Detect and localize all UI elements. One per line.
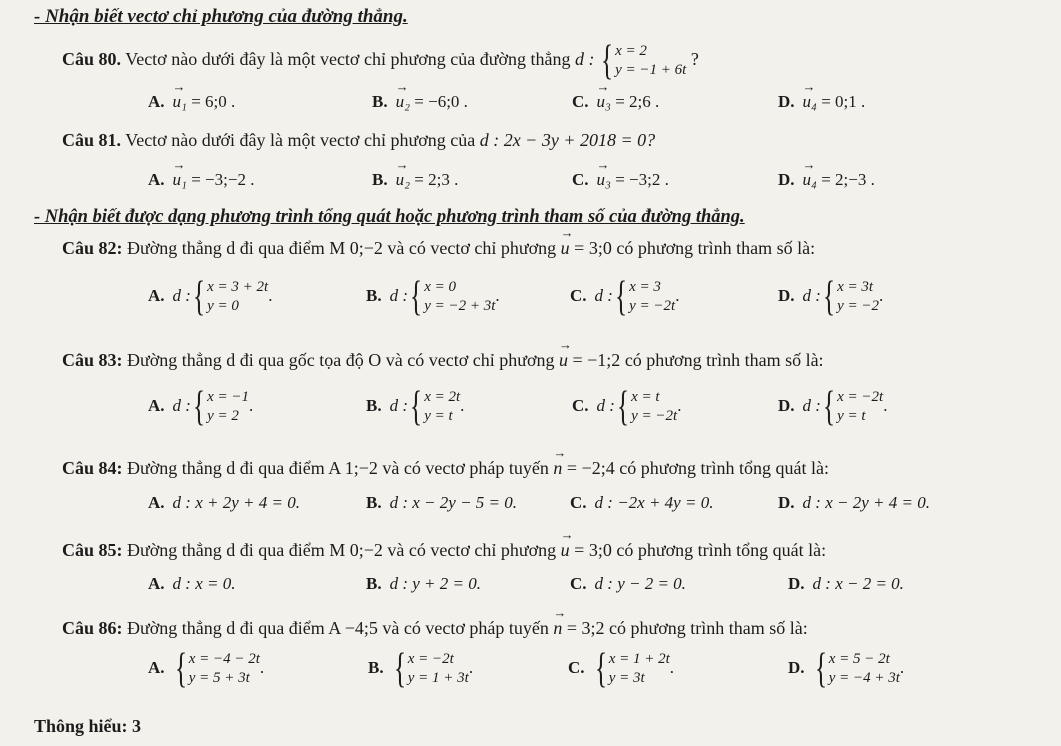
eq-line-1: x = t <box>631 389 660 405</box>
question-tail: có phương trình tham số là: <box>609 618 808 638</box>
eq-line-2: y = −2t <box>629 298 676 314</box>
option-letter: D. <box>778 170 795 189</box>
option-letter: C. <box>572 92 589 111</box>
eq-line-2: y = −2 <box>837 298 880 314</box>
eq-line-2: y = 1 + 3t <box>407 670 469 686</box>
question-82 <box>62 238 815 259</box>
vector-symbol: → n <box>553 458 562 479</box>
question-83 <box>62 350 824 371</box>
question-text: Vectơ nào dưới đây là một vectơ chỉ phương của <box>125 130 476 150</box>
question-label: Câu 80. <box>62 49 122 70</box>
option-80-b[interactable] <box>372 92 468 112</box>
option-letter: D. <box>778 285 795 305</box>
question-tail: có phương trình tổng quát là: <box>616 540 827 560</box>
vector-symbol: → u₂ <box>396 92 410 112</box>
option-end: . <box>460 395 465 415</box>
question-tail: có phương trình tham số là: <box>624 350 824 370</box>
option-letter: C. <box>572 395 589 415</box>
line-name: d : <box>389 395 409 415</box>
option-value: d : x − 2 = 0. <box>812 574 904 593</box>
option-letter: C. <box>570 574 587 593</box>
option-letter: D. <box>788 574 805 593</box>
option-value: = −6;0 . <box>414 92 468 111</box>
eq-line-1: x = 2 <box>615 43 647 59</box>
option-letter: A. <box>148 493 165 512</box>
section-heading-2: - Nhận biết được dạng phương trình tổng quát hoặc phương trình tham số của đường thẳng. <box>34 207 745 227</box>
option-value: = 0;1 . <box>821 92 866 111</box>
eq-line-1: x = 0 <box>424 279 456 295</box>
brace-icon: { <box>410 384 423 430</box>
option-82-a[interactable] <box>148 276 272 318</box>
option-end: . <box>495 285 500 305</box>
option-letter: C. <box>570 493 587 512</box>
question-80 <box>62 40 699 82</box>
eq-line-1: x = −1 <box>207 389 250 405</box>
option-letter: B. <box>366 395 382 415</box>
option-end: . <box>259 657 265 677</box>
brace-icon: { <box>192 384 206 430</box>
line-name: d : <box>172 285 191 305</box>
option-value: d : x − 2y − 5 = 0. <box>389 493 518 512</box>
line-name: d : <box>389 285 409 305</box>
option-end: . <box>899 657 905 677</box>
option-value: = 6;0 . <box>191 92 236 111</box>
eq-line-1: x = 1 + 2t <box>608 651 670 667</box>
option-letter: A. <box>148 92 165 111</box>
option-letter: D. <box>788 657 805 677</box>
question-text: Đường thẳng d đi qua gốc tọa độ O và có vectơ chỉ phương <box>127 350 555 370</box>
eq-line-2: y = t <box>424 408 453 424</box>
question-tail: có phương trình tổng quát là: <box>619 458 829 478</box>
eq-line-2: y = −1 + 6t <box>615 62 687 78</box>
option-83-c[interactable] <box>572 386 681 428</box>
option-end: . <box>268 285 273 305</box>
parametric-system <box>599 40 686 82</box>
question-85 <box>62 540 826 561</box>
vector-value: = 3;2 <box>566 618 605 638</box>
option-end: . <box>669 657 675 677</box>
option-value: d : x − 2y + 4 = 0. <box>802 493 930 512</box>
option-letter: A. <box>148 657 165 677</box>
option-end: . <box>249 395 254 415</box>
option-81-d[interactable] <box>778 170 875 190</box>
eq-line-1: x = 2t <box>424 389 461 405</box>
option-83-b[interactable] <box>366 386 464 428</box>
vector-value: = 3;0 <box>574 540 612 560</box>
option-86-d[interactable] <box>788 648 904 690</box>
eq-line-1: x = −2t <box>837 389 884 405</box>
brace-icon: { <box>616 384 630 430</box>
option-85-c[interactable] <box>570 574 686 594</box>
brace-icon: { <box>614 274 628 320</box>
option-end: . <box>468 657 474 677</box>
brace-icon: { <box>174 646 187 692</box>
option-84-a[interactable] <box>148 493 300 513</box>
vector-symbol: → u <box>561 238 570 259</box>
question-label: Câu 85: <box>62 540 123 560</box>
option-end: . <box>675 285 680 305</box>
option-end: . <box>883 395 888 415</box>
question-label: Câu 86: <box>62 618 123 638</box>
option-end: . <box>879 285 884 305</box>
option-82-d[interactable] <box>778 276 883 318</box>
option-86-a[interactable] <box>148 648 264 690</box>
eq-line-1: x = 5 − 2t <box>828 651 890 667</box>
option-letter: C. <box>570 285 587 305</box>
option-81-b[interactable] <box>372 170 458 190</box>
line-name: d : <box>802 395 821 415</box>
question-text: Đường thẳng d đi qua điểm A −4;5 và có vectơ pháp tuyến <box>127 618 549 638</box>
option-letter: B. <box>372 92 388 111</box>
question-text: Vectơ nào dưới đây là một vectơ chỉ phương của đường thẳng <box>125 49 571 70</box>
option-letter: D. <box>778 493 795 512</box>
option-value: d : x + 2y + 4 = 0. <box>172 493 300 512</box>
option-80-c[interactable] <box>572 92 659 112</box>
question-label: Câu 83: <box>62 350 123 370</box>
line-name: d : <box>802 285 821 305</box>
option-end: . <box>677 395 682 415</box>
option-value: d : y + 2 = 0. <box>389 574 481 593</box>
line-name: d : <box>594 285 613 305</box>
eq-line-1: x = −4 − 2t <box>188 651 260 667</box>
option-value: = 2;−3 . <box>821 170 875 189</box>
brace-icon: { <box>601 38 614 84</box>
line-name: d : <box>172 395 191 415</box>
line-name: d : <box>574 49 595 70</box>
option-value: d : y − 2 = 0. <box>594 574 686 593</box>
question-label: Câu 82: <box>62 238 123 258</box>
option-letter: B. <box>368 657 384 677</box>
option-letter: B. <box>366 574 382 593</box>
eq-line-1: x = 3t <box>837 279 874 295</box>
vector-symbol: → u₁ <box>173 92 187 112</box>
eq-line-2: y = 2 <box>207 408 239 424</box>
option-value: = −3;2 . <box>615 170 669 189</box>
eq-line-2: y = 3t <box>608 670 645 686</box>
eq-line-2: y = −2t <box>631 408 678 424</box>
brace-icon: { <box>192 274 206 320</box>
section-heading-1: - Nhận biết vectơ chỉ phương của đường thẳng. <box>34 6 408 27</box>
option-82-b[interactable] <box>366 276 500 318</box>
option-letter: B. <box>366 493 382 512</box>
vector-value: = −2;4 <box>566 458 615 478</box>
option-84-d[interactable] <box>778 493 930 513</box>
option-value: = 2;3 . <box>414 170 459 189</box>
vector-symbol: → u₁ <box>173 170 187 190</box>
vector-symbol: → u₃ <box>597 92 611 112</box>
option-82-c[interactable] <box>570 276 679 318</box>
option-86-b[interactable] <box>368 648 473 690</box>
option-80-a[interactable] <box>148 92 235 112</box>
vector-symbol: → u₃ <box>597 170 611 190</box>
option-83-a[interactable] <box>148 386 253 428</box>
question-84 <box>62 458 829 479</box>
vector-value: = 3;0 <box>574 238 612 258</box>
line-name: d : <box>596 395 615 415</box>
option-letter: C. <box>568 657 585 677</box>
option-80-d[interactable] <box>778 92 865 112</box>
eq-line-1: x = 3 + 2t <box>207 279 269 295</box>
option-85-a[interactable] <box>148 574 235 594</box>
option-83-d[interactable] <box>778 386 887 428</box>
vector-symbol: → u <box>559 350 568 371</box>
eq-line-1: x = 3 <box>629 279 661 295</box>
section-footer: Thông hiểu: 3 <box>34 716 142 736</box>
option-letter: D. <box>778 395 795 415</box>
option-85-b[interactable] <box>366 574 481 594</box>
question-end: ? <box>690 49 699 70</box>
option-value: = −3;−2 . <box>191 170 255 189</box>
option-84-b[interactable] <box>366 493 517 513</box>
eq-line-2: y = t <box>837 408 866 424</box>
brace-icon: { <box>822 384 836 430</box>
vector-symbol: → n <box>553 618 562 639</box>
option-letter: A. <box>148 395 165 415</box>
vector-value: = −1;2 <box>572 350 621 370</box>
line-equation: d : 2x − 3y + 2018 = 0? <box>479 130 656 150</box>
option-value: d : x = 0. <box>172 574 236 593</box>
vector-symbol: → u₄ <box>803 170 817 190</box>
eq-line-2: y = 0 <box>207 298 239 314</box>
option-81-a[interactable] <box>148 170 254 190</box>
vector-symbol: → u <box>561 540 570 561</box>
brace-icon: { <box>410 274 423 320</box>
eq-line-2: y = 5 + 3t <box>188 670 250 686</box>
brace-icon: { <box>814 646 827 692</box>
question-text: Đường thẳng d đi qua điểm M 0;−2 và có vectơ chỉ phương <box>127 238 557 258</box>
question-tail: có phương trình tham số là: <box>616 238 816 258</box>
brace-icon: { <box>393 646 406 692</box>
question-86 <box>62 618 808 639</box>
option-letter: B. <box>372 170 388 189</box>
option-letter: A. <box>148 574 165 593</box>
question-81 <box>62 130 655 151</box>
option-85-d[interactable] <box>788 574 904 594</box>
vector-symbol: → u₄ <box>803 92 817 112</box>
eq-line-1: x = −2t <box>407 651 454 667</box>
brace-icon: { <box>594 646 607 692</box>
option-86-c[interactable] <box>568 648 674 690</box>
option-letter: C. <box>572 170 589 189</box>
option-81-c[interactable] <box>572 170 669 190</box>
option-letter: B. <box>366 285 382 305</box>
question-text: Đường thẳng d đi qua điểm A 1;−2 và có vectơ pháp tuyến <box>127 458 549 478</box>
question-label: Câu 81. <box>62 130 122 150</box>
vector-symbol: → u₂ <box>396 170 410 190</box>
option-letter: D. <box>778 92 795 111</box>
question-label: Câu 84: <box>62 458 123 478</box>
eq-line-2: y = −2 + 3t <box>424 298 496 314</box>
question-text: Đường thẳng d đi qua điểm M 0;−2 và có vectơ chỉ phương <box>127 540 557 560</box>
option-value: = 2;6 . <box>615 92 660 111</box>
option-letter: A. <box>148 170 165 189</box>
option-letter: A. <box>148 285 165 305</box>
brace-icon: { <box>822 274 836 320</box>
option-84-c[interactable] <box>570 493 713 513</box>
option-value: d : −2x + 4y = 0. <box>594 493 714 512</box>
eq-line-2: y = −4 + 3t <box>828 670 900 686</box>
